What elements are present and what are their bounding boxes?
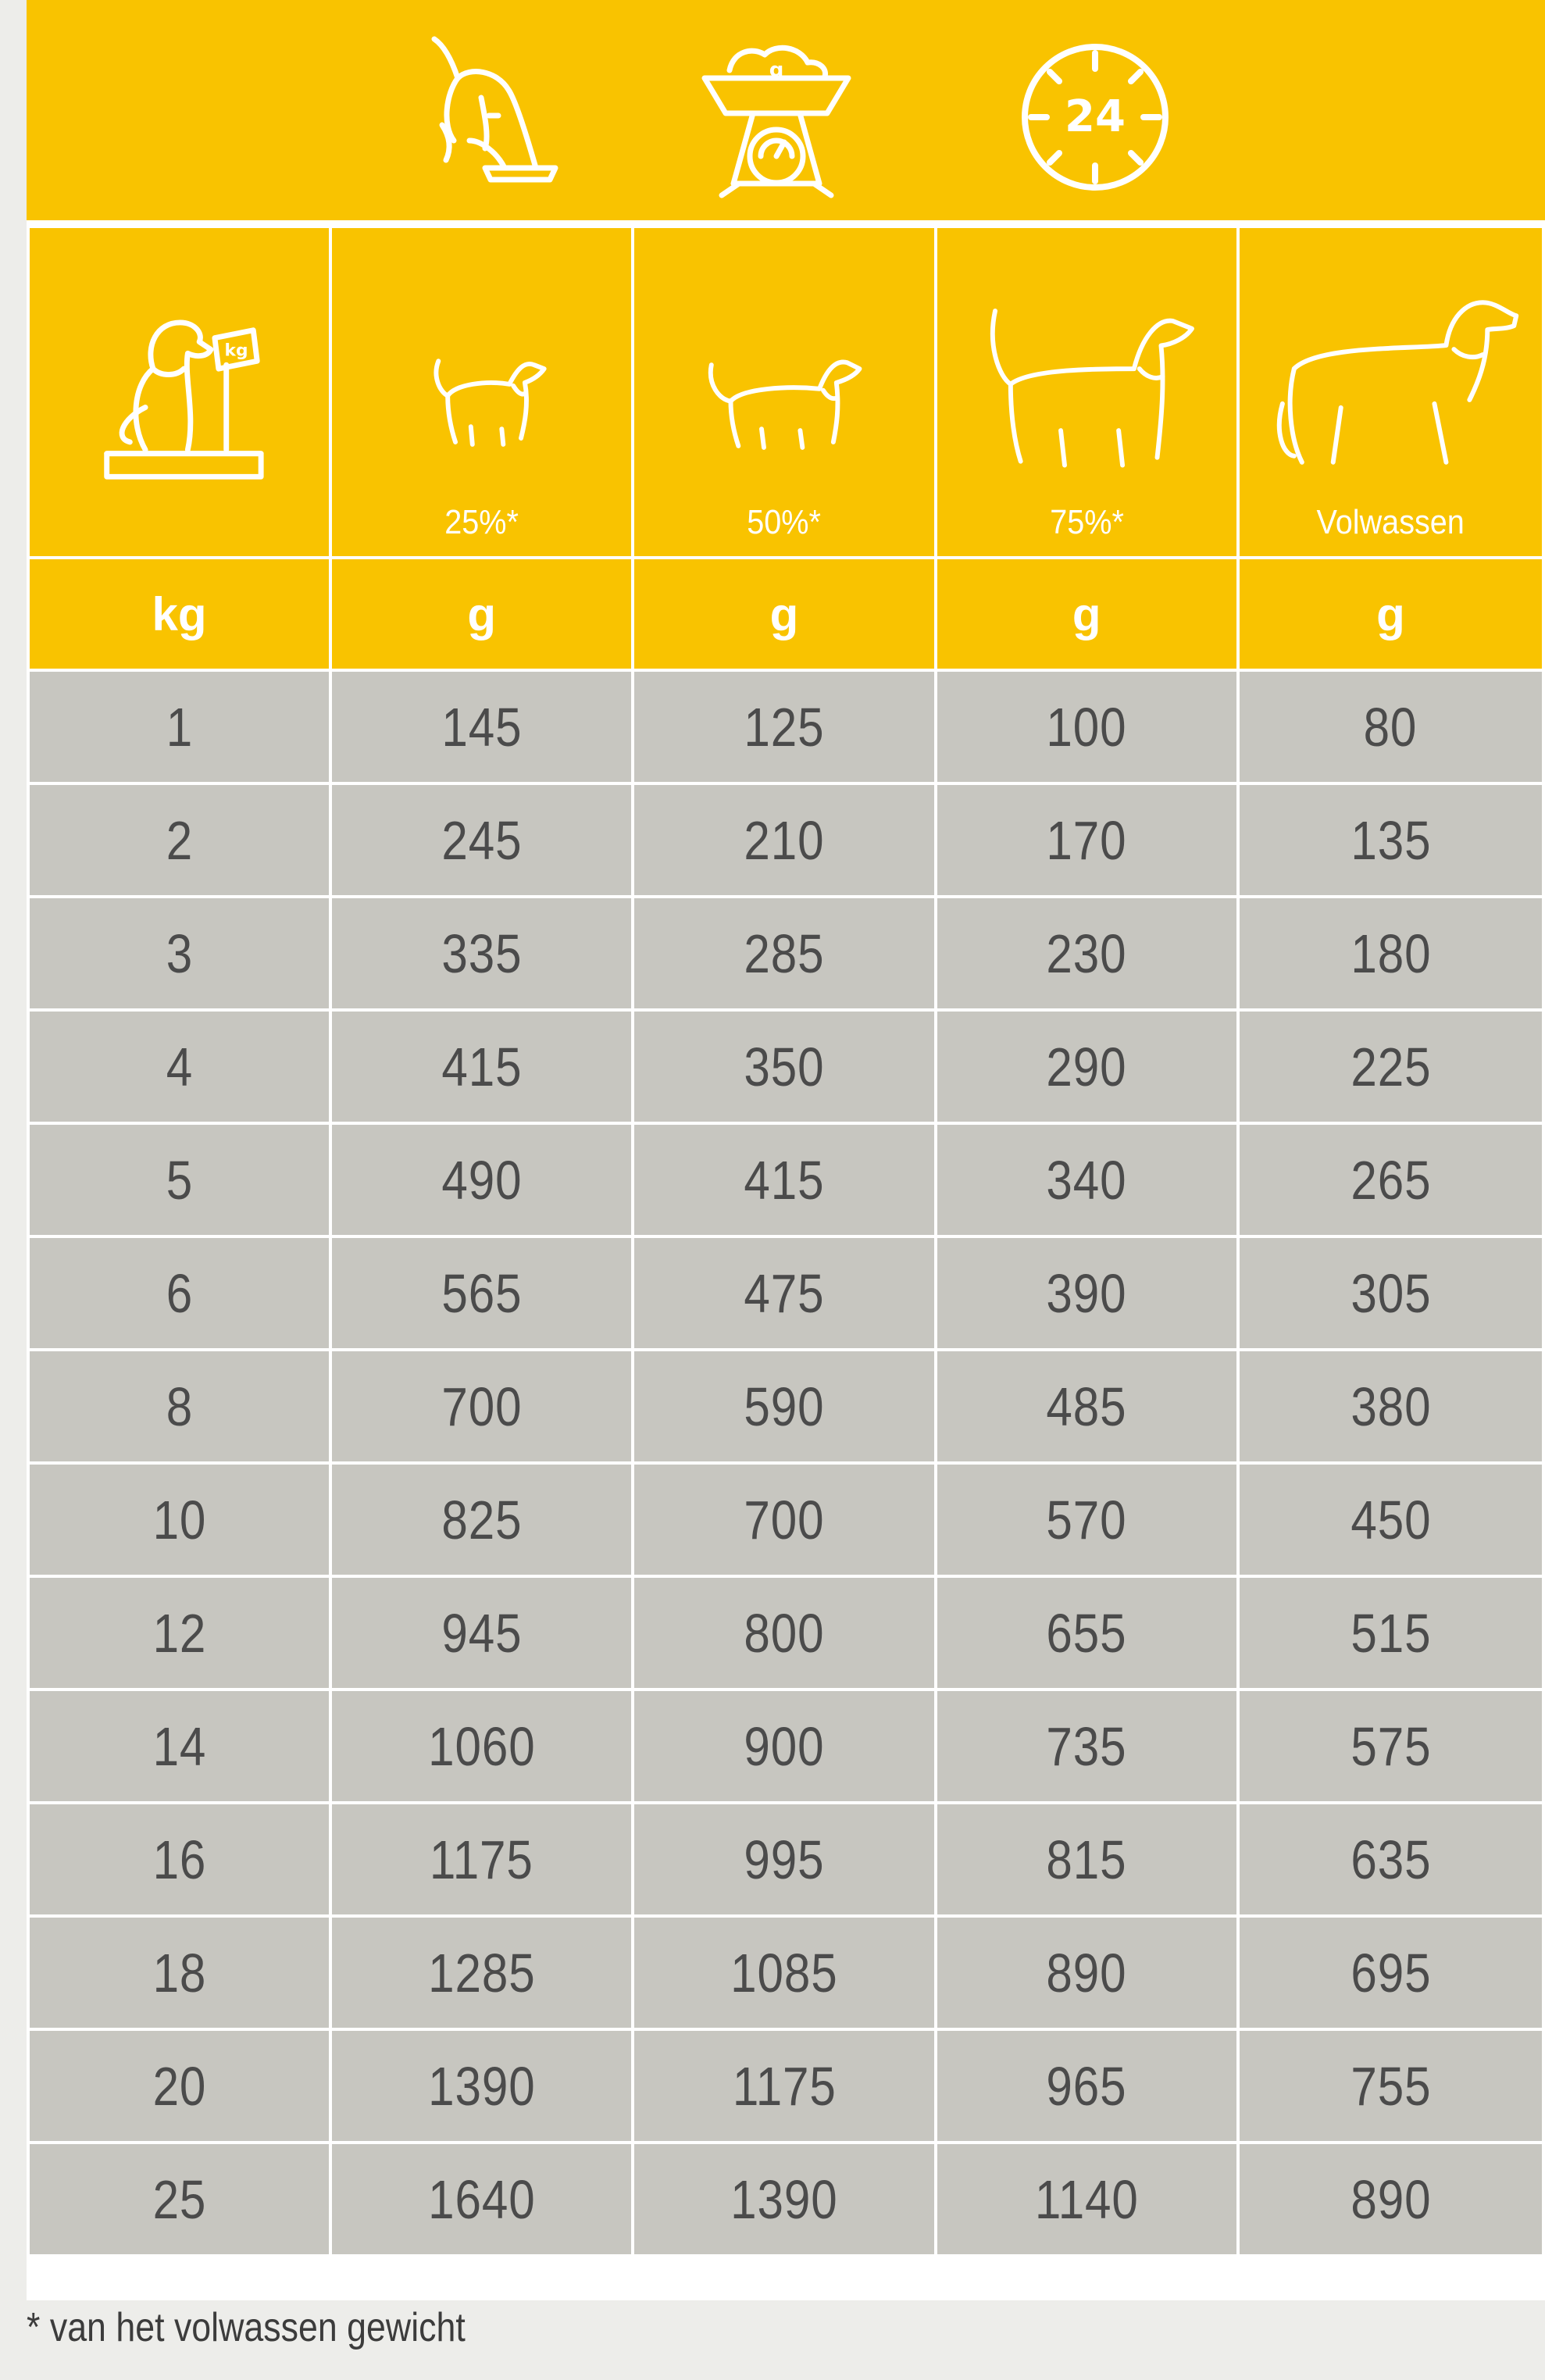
cell-value: 1390 [427, 2055, 536, 2117]
cell-value: 340 [1046, 1149, 1127, 1211]
cell-weight-kg [28, 1803, 330, 1916]
cell-value: 655 [1046, 1602, 1127, 1664]
cell-amount-adult [1238, 670, 1543, 783]
cell-value: 380 [1350, 1376, 1431, 1437]
cell-value: 125 [744, 696, 825, 758]
cell-value: 4 [166, 1036, 193, 1097]
cell-value: 10 [152, 1489, 206, 1550]
cell-value: 14 [152, 1715, 206, 1777]
unit-g-50: g [633, 558, 935, 670]
cell-value: 135 [1350, 809, 1431, 871]
cell-amount-50 [633, 1010, 935, 1123]
cell-value: 1 [166, 696, 193, 758]
cell-amount-75 [936, 1350, 1238, 1463]
cell-amount-25 [330, 670, 633, 783]
cell-amount-50 [633, 783, 935, 897]
cell-value: 755 [1350, 2055, 1431, 2117]
cell-amount-50 [633, 1123, 935, 1236]
cell-amount-25 [330, 1350, 633, 1463]
cell-weight-kg [28, 1236, 330, 1350]
cell-weight-kg [28, 2029, 330, 2143]
cell-value: 635 [1350, 1829, 1431, 1890]
cell-amount-adult [1238, 1916, 1543, 2029]
cell-amount-adult [1238, 1123, 1543, 1236]
cell-value: 145 [441, 696, 523, 758]
cell-value: 475 [744, 1262, 825, 1324]
table-row [28, 1576, 1543, 1690]
kg-label: kg [224, 341, 248, 361]
cell-amount-adult [1238, 1690, 1543, 1803]
cell-value: 3 [166, 922, 193, 984]
table-row [28, 1123, 1543, 1236]
dog-on-scale-icon [30, 252, 329, 501]
cell-amount-50 [633, 1576, 935, 1690]
table-row [28, 783, 1543, 897]
cell-value: 305 [1350, 1262, 1431, 1324]
cell-value: 695 [1350, 1942, 1431, 2004]
cell-value: 335 [441, 922, 523, 984]
cell-value: 490 [441, 1149, 523, 1211]
cell-amount-adult [1238, 2143, 1543, 2256]
cell-weight-kg [28, 1690, 330, 1803]
cell-amount-75 [936, 2143, 1238, 2256]
cell-value: 565 [441, 1262, 523, 1324]
cell-value: 265 [1350, 1149, 1431, 1211]
unit-row [28, 558, 1543, 670]
cell-amount-25 [330, 1010, 633, 1123]
cell-value: 20 [152, 2055, 206, 2117]
cell-weight-kg [28, 1350, 330, 1463]
cell-amount-adult [1238, 1463, 1543, 1576]
stage-adult-cell [1238, 227, 1543, 558]
cell-amount-25 [330, 1123, 633, 1236]
cell-weight-kg [28, 1576, 330, 1690]
cell-amount-50 [633, 670, 935, 783]
cell-value: 415 [744, 1149, 825, 1211]
cell-amount-25 [330, 1576, 633, 1690]
cell-value: 290 [1046, 1036, 1127, 1097]
stage-75-cell [936, 227, 1238, 558]
cell-weight-kg [28, 1123, 330, 1236]
adult-dog-icon [1240, 252, 1542, 501]
cell-value: 900 [744, 1715, 825, 1777]
footnote: * van het volwassen gewicht [27, 2305, 466, 2350]
cell-amount-25 [330, 1916, 633, 2029]
cell-value: 825 [441, 1489, 523, 1550]
cell-amount-50 [633, 2143, 935, 2256]
dog-eating-icon [411, 23, 583, 203]
table-row [28, 897, 1543, 1010]
cell-value: 5 [166, 1149, 193, 1211]
cell-value: 390 [1046, 1262, 1127, 1324]
cell-value: 25 [152, 2168, 206, 2230]
cell-weight-kg [28, 1916, 330, 2029]
cell-value: 1060 [427, 1715, 536, 1777]
table-row [28, 1236, 1543, 1350]
cell-value: 285 [744, 922, 825, 984]
cell-amount-adult [1238, 1803, 1543, 1916]
cell-value: 1085 [730, 1942, 838, 2004]
cell-value: 6 [166, 1262, 193, 1324]
cell-amount-50 [633, 1916, 935, 2029]
food-scale-icon [690, 23, 862, 203]
cell-amount-75 [936, 1916, 1238, 2029]
cell-amount-adult [1238, 1236, 1543, 1350]
cell-value: 575 [1350, 1715, 1431, 1777]
cell-amount-50 [633, 1350, 935, 1463]
clock-24-icon [1009, 23, 1181, 203]
cell-amount-adult [1238, 783, 1543, 897]
cell-value: 1175 [430, 1829, 534, 1890]
cell-amount-50 [633, 897, 935, 1010]
stage-50-cell [633, 227, 935, 558]
cell-value: 18 [152, 1942, 206, 2004]
cell-amount-adult [1238, 897, 1543, 1010]
scale-g-label: g [769, 59, 784, 82]
unit-g-75: g [936, 558, 1238, 670]
cell-amount-75 [936, 1463, 1238, 1576]
cell-value: 450 [1350, 1489, 1431, 1550]
cell-amount-50 [633, 1463, 935, 1576]
cell-value: 800 [744, 1602, 825, 1664]
cell-value: 2 [166, 809, 193, 871]
cell-value: 1175 [732, 2055, 837, 2117]
young-dog-icon [937, 252, 1236, 501]
cell-amount-25 [330, 1690, 633, 1803]
cell-amount-25 [330, 1236, 633, 1350]
icon-header-band [27, 0, 1545, 220]
cell-value: 515 [1350, 1602, 1431, 1664]
cell-value: 230 [1046, 922, 1127, 984]
cell-value: 8 [166, 1376, 193, 1437]
cell-value: 1140 [1034, 2168, 1139, 2230]
cell-value: 700 [441, 1376, 523, 1437]
feeding-chart [27, 0, 1545, 2300]
cell-amount-75 [936, 1010, 1238, 1123]
stage-adult-label: Volwassen [1316, 503, 1465, 541]
cell-value: 1285 [427, 1942, 536, 2004]
stage-25-cell [330, 227, 633, 558]
clock-24-label: 24 [1065, 91, 1126, 142]
cell-value: 890 [1350, 2168, 1431, 2230]
unit-kg: kg [28, 558, 330, 670]
stage-50-label: 50%* [747, 503, 822, 541]
cell-weight-kg [28, 1463, 330, 1576]
cell-value: 590 [744, 1376, 825, 1437]
cell-amount-adult [1238, 1576, 1543, 1690]
cell-amount-75 [936, 897, 1238, 1010]
cell-amount-50 [633, 1236, 935, 1350]
table-row [28, 1350, 1543, 1463]
cell-value: 80 [1364, 696, 1418, 758]
stage-25-label: 25%* [444, 503, 519, 541]
cell-value: 945 [441, 1602, 523, 1664]
table-row [28, 1010, 1543, 1123]
cell-amount-75 [936, 1576, 1238, 1690]
table-row [28, 670, 1543, 783]
unit-g-adult: g [1238, 558, 1543, 670]
cell-value: 180 [1350, 922, 1431, 984]
cell-value: 415 [441, 1036, 523, 1097]
cell-amount-75 [936, 1803, 1238, 1916]
cell-value: 735 [1046, 1715, 1127, 1777]
cell-value: 700 [744, 1489, 825, 1550]
table-row [28, 2029, 1543, 2143]
weighing-dog-cell [28, 227, 330, 558]
data-rows [28, 670, 1543, 2256]
table-row [28, 1690, 1543, 1803]
cell-value: 570 [1046, 1489, 1127, 1550]
cell-amount-25 [330, 783, 633, 897]
cell-value: 350 [744, 1036, 825, 1097]
cell-value: 815 [1046, 1829, 1127, 1890]
cell-value: 12 [152, 1602, 206, 1664]
unit-g-25: g [330, 558, 633, 670]
cell-weight-kg [28, 897, 330, 1010]
table-row [28, 2143, 1543, 2256]
cell-weight-kg [28, 670, 330, 783]
cell-value: 225 [1350, 1036, 1431, 1097]
puppy-small-icon [332, 252, 631, 501]
cell-amount-25 [330, 2029, 633, 2143]
cell-weight-kg [28, 2143, 330, 2256]
cell-amount-adult [1238, 1350, 1543, 1463]
cell-amount-25 [330, 1803, 633, 1916]
cell-amount-50 [633, 2029, 935, 2143]
cell-amount-75 [936, 670, 1238, 783]
cell-value: 16 [152, 1829, 206, 1890]
cell-amount-25 [330, 1463, 633, 1576]
cell-value: 100 [1046, 696, 1127, 758]
cell-amount-75 [936, 1236, 1238, 1350]
cell-value: 1390 [730, 2168, 838, 2230]
cell-amount-75 [936, 1123, 1238, 1236]
cell-value: 245 [441, 809, 523, 871]
cell-value: 1640 [427, 2168, 536, 2230]
puppy-medium-icon [634, 252, 933, 501]
cell-amount-75 [936, 783, 1238, 897]
cell-value: 170 [1046, 809, 1127, 871]
cell-amount-25 [330, 2143, 633, 2256]
stage-icon-row [28, 227, 1543, 558]
cell-value: 210 [744, 809, 825, 871]
table-row [28, 1803, 1543, 1916]
cell-amount-75 [936, 2029, 1238, 2143]
cell-value: 485 [1046, 1376, 1127, 1437]
cell-amount-50 [633, 1690, 935, 1803]
feeding-table [27, 225, 1545, 2257]
cell-amount-adult [1238, 2029, 1543, 2143]
table-row [28, 1463, 1543, 1576]
stage-75-label: 75%* [1049, 503, 1124, 541]
cell-amount-25 [330, 897, 633, 1010]
cell-amount-75 [936, 1690, 1238, 1803]
cell-amount-adult [1238, 1010, 1543, 1123]
cell-weight-kg [28, 1010, 330, 1123]
cell-value: 890 [1046, 1942, 1127, 2004]
cell-value: 995 [744, 1829, 825, 1890]
table-row [28, 1916, 1543, 2029]
cell-value: 965 [1046, 2055, 1127, 2117]
cell-amount-50 [633, 1803, 935, 1916]
cell-weight-kg [28, 783, 330, 897]
